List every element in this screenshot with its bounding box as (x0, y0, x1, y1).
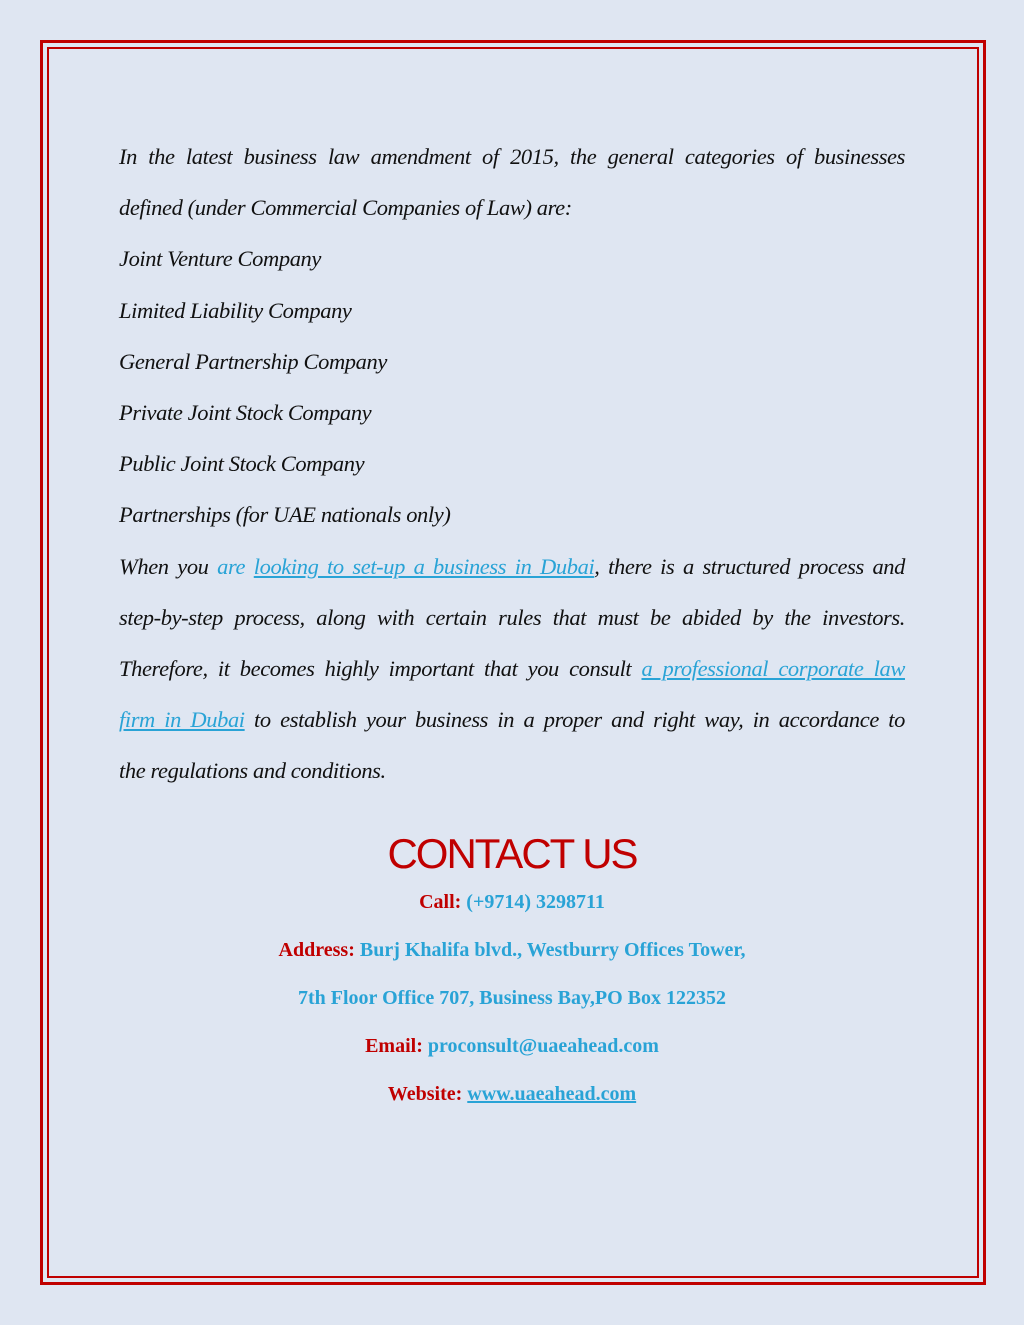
website-label: Website: (387, 1083, 463, 1105)
corporate-law-firm-link-continued[interactable]: firm in Dubai (119, 707, 245, 733)
category-item-general-partnership: General Partnership Company (119, 348, 387, 374)
paragraph-line-2: step-by-step process, along with certain rules that must be abided by the investors. (119, 604, 905, 630)
contact-website-line (0, 1080, 1024, 1108)
category-item-joint-venture: Joint Venture Company (119, 246, 321, 272)
space (245, 554, 254, 579)
category-item-partnerships: Partnerships (for UAE nationals only) (119, 502, 451, 528)
paragraph-text: to establish your business in a proper and right way, in accordance to (244, 707, 905, 733)
contact-call-line (0, 888, 1024, 916)
call-label: Call: (419, 891, 462, 913)
contact-email-line (0, 1032, 1024, 1060)
address-value-line-2: 7th Floor Office 707, Business Bay,PO Box 122352 (298, 987, 726, 1009)
intro-line-1: In the latest business law amendment of 2015, the general categories of businesses (119, 144, 905, 169)
intro-line-2: defined (under Commercial Companies of Law) are: (119, 195, 572, 221)
document-body (119, 131, 905, 796)
address-label: Address: (278, 939, 355, 961)
setup-business-dubai-link[interactable]: looking to set-up a business in Dubai (253, 553, 595, 579)
paragraph-text: When you (119, 553, 218, 579)
contact-address-line-2 (0, 984, 1024, 1012)
contact-address-line-1 (0, 936, 1024, 964)
address-value-line-1: Burj Khalifa blvd., Westburry Offices Tower, (359, 939, 746, 961)
email-label: Email: (365, 1035, 423, 1057)
call-value[interactable]: (+9714) 3298711 (466, 891, 605, 913)
corporate-law-firm-link[interactable]: a professional corporate law (641, 655, 905, 681)
paragraph-text: , there is a structured process and (594, 553, 905, 579)
paragraph-line-1 (119, 541, 905, 592)
email-value[interactable]: proconsult@uaeahead.com (427, 1035, 659, 1057)
category-item-llc: Limited Liability Company (119, 297, 352, 323)
website-link[interactable]: www.uaeahead.com (467, 1083, 637, 1105)
paragraph-line-3 (119, 643, 905, 694)
category-item-public-joint-stock: Public Joint Stock Company (119, 451, 365, 477)
contact-us-heading: CONTACT US (387, 830, 637, 877)
paragraph-line-4 (119, 694, 905, 745)
are-link[interactable]: are (217, 553, 246, 579)
category-item-private-joint-stock: Private Joint Stock Company (119, 399, 372, 425)
paragraph-text: Therefore, it becomes highly important that you consult (119, 655, 642, 681)
paragraph-line-5: the regulations and conditions. (119, 758, 386, 784)
